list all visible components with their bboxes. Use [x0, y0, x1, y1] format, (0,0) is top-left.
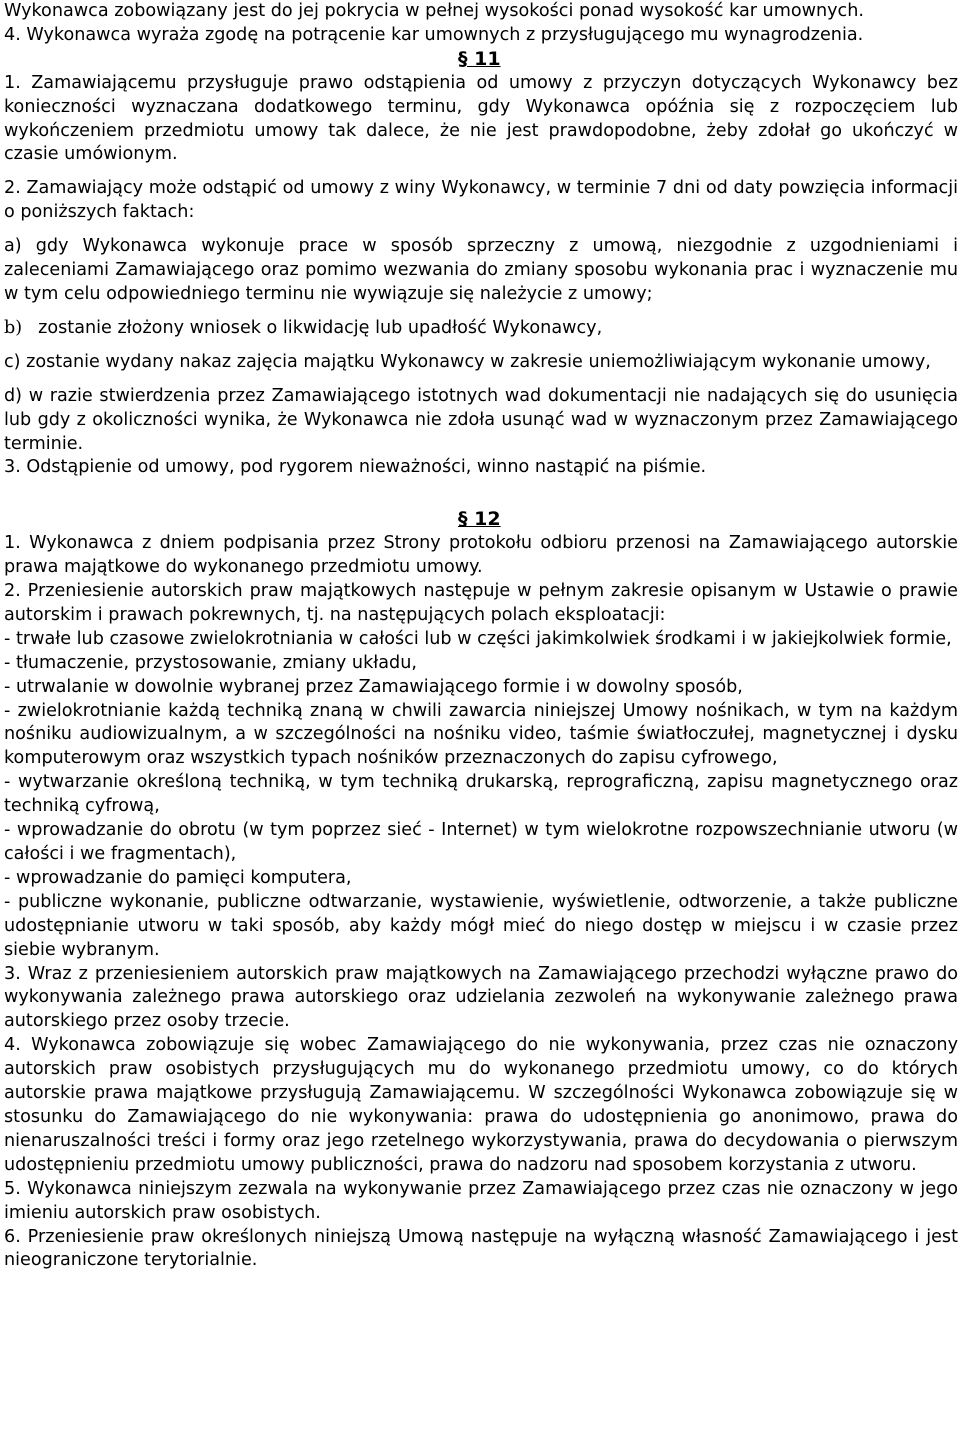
list-item-text: zostanie złożony wniosek o likwidację lub upadłość Wykonawcy,: [38, 317, 603, 338]
paragraph: 3. Wraz z przeniesieniem autorskich praw majątkowych na Zamawiającego przechodzi wyłączne prawo do wykonywania zależnego prawa autorskiego oraz udzielania zezwoleń na wykonywanie zależnego prawa autorskiego przez osoby trzecie.: [4, 963, 958, 1032]
section-heading-11: § 11: [458, 47, 501, 70]
paragraph: 1. Wykonawca z dniem podpisania przez Strony protokołu odbioru przenosi na Zamawiającego autorskie prawa majątkowe do wykonanego przedmiotu umowy.: [4, 533, 958, 578]
section-heading-12: § 12: [458, 508, 501, 531]
list-item: - tłumaczenie, przystosowanie, zmiany układu,: [4, 652, 417, 673]
paragraph: 3. Odstąpienie od umowy, pod rygorem nieważności, winno nastąpić na piśmie.: [4, 457, 707, 478]
list-item: - wytwarzanie określoną techniką, w tym techniką drukarską, reprograficzną, zapisu magnetycznego oraz techniką cyfrową,: [4, 772, 958, 817]
list-marker: b): [4, 317, 23, 338]
list-item: c) zostanie wydany nakaz zajęcia majątku Wykonawcy w zakresie uniemożliwiającym wykonanie umowy,: [4, 351, 931, 372]
paragraph: 4. Wykonawca wyraża zgodę na potrącenie kar umownych z przysługującego mu wynagrodzenia.: [4, 24, 864, 45]
paragraph: 1. Zamawiającemu przysługuje prawo odstąpienia od umowy z przyczyn dotyczących Wykonawcy bez konieczności wyznaczana dodatkowego terminu, gdy Wykonawca opóźnia się z rozpoczęciem lub wykończeniem przedmiotu umowy tak dalece, że nie jest prawdopodobne, żeby zdołał go ukończyć w czasie umówionym.: [4, 72, 958, 165]
list-item: a) gdy Wykonawca wykonuje prace w sposób sprzeczny z umową, niezgodnie z uzgodnieniami i zaleceniami Zamawiającego oraz pomimo wezwania do zmiany sposobu wykonania prac i wyznaczenie mu w tym celu odpowiedniego terminu nie wywiązuje się należycie z umowy;: [4, 236, 958, 304]
list-item: - publiczne wykonanie, publiczne odtwarzanie, wystawienie, wyświetlenie, odtworzenie, a także publiczne udostępnianie utworu w taki sposób, aby każdy mógł mieć do niego dostęp w miejscu i w czasie przez siebie wybranym.: [4, 891, 958, 960]
paragraph: 2. Zamawiający może odstąpić od umowy z winy Wykonawcy, w terminie 7 dni od daty powzięcia informacji o poniższych faktach:: [4, 178, 958, 223]
paragraph: 5. Wykonawca niniejszym zezwala na wykonywanie przez Zamawiającego przez czas nie oznaczony w jego imieniu autorskich praw osobistych.: [4, 1178, 958, 1223]
list-item: - zwielokrotnianie każdą techniką znaną w chwili zawarcia niniejszej Umowy nośnikach, w tym na każdym nośniku audiowizualnym, a w szczególności na nośniku video, taśmie światłoczułej, magnetycznej i dysku komputerowym oraz wszystkich typach nośników przeznaczonych do zapisu cyfrowego,: [4, 700, 958, 769]
paragraph: 4. Wykonawca zobowiązuje się wobec Zamawiającego do nie wykonywania, przez czas nie oznaczony autorskich praw osobistych przysługujących mu do wykonanego przedmiotu umowy, co do których autorskie prawa majątkowe przysługują Zamawiającemu. W szczególności Wykonawca zobowiązuje się w stosunku do Zamawiającego do nie wykonywania: prawa do udostępnienia go anonimowo, prawa do nienaruszalności treści i formy oraz jego rzetelnego wykorzystywania, prawa do decydowania o pierwszym udostępnieniu przedmiotu umowy publiczności, prawa do nadzoru nad sposobem korzystania z utworu.: [4, 1035, 958, 1175]
document-page: [4, 0, 958, 1273]
list-item: - trwałe lub czasowe zwielokrotniania w całości lub w części jakimkolwiek środkami i w jakiejkolwiek formie,: [4, 628, 952, 649]
paragraph: Wykonawca zobowiązany jest do jej pokrycia w pełnej wysokości ponad wysokość kar umownych.: [4, 1, 864, 21]
list-item: - wprowadzanie do pamięci komputera,: [4, 867, 352, 888]
list-item: - utrwalanie w dowolnie wybranej przez Zamawiającego formie i w dowolny sposób,: [4, 676, 743, 697]
list-item: [4, 317, 958, 341]
list-item: d) w razie stwierdzenia przez Zamawiającego istotnych wad dokumentacji nie nadających się do usunięcia lub gdy z okoliczności wynika, że Wykonawca nie zdoła usunąć wad w wyznaczonym przez Zamawiającego terminie.: [4, 385, 958, 454]
paragraph: 2. Przeniesienie autorskich praw majątkowych następuje w pełnym zakresie opisanym w Ustawie o prawie autorskim i prawach pokrewnych, tj. na następujących polach eksploatacji:: [4, 581, 958, 625]
paragraph: 6. Przeniesienie praw określonych niniejszą Umową następuje na wyłączną własność Zamawiającego i jest nieograniczone terytorialnie.: [4, 1226, 958, 1271]
list-item: - wprowadzanie do obrotu (w tym poprzez sieć - Internet) w tym wielokrotne rozpowszechnianie utworu (w całości i we fragmentach),: [4, 820, 958, 864]
